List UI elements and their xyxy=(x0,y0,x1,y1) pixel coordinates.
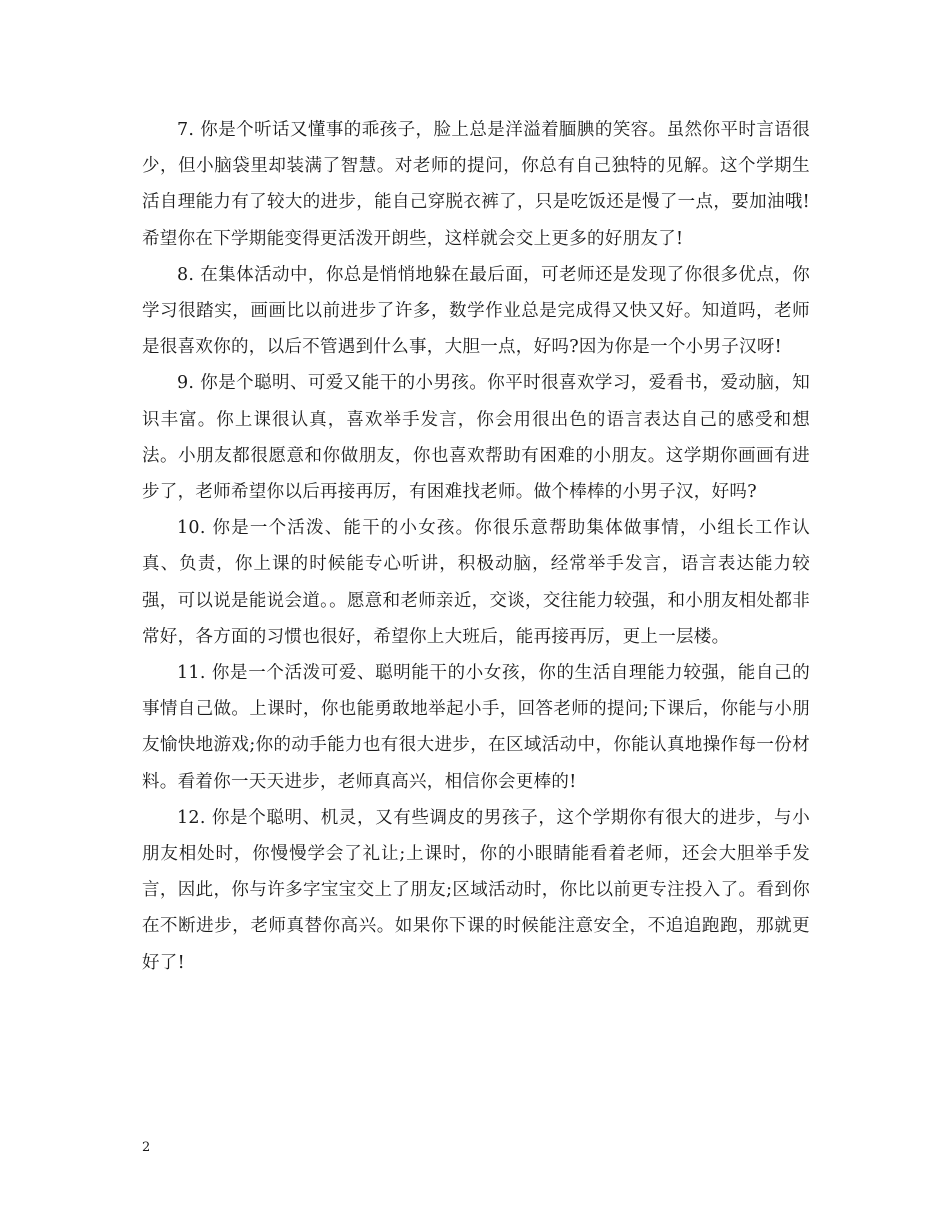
comment-paragraph-10: 10. 你是一个活泼、能干的小女孩。你很乐意帮助集体做事情，小组长工作认真、负责，你上课的时候能专心听讲，积极动脑，经常举手发言，语言表达能力较强，可以说是能说会道。。愿意和老师亲近，交谈，交往能力较强，和小朋友相处都非常好，各方面的习惯也很好，希望你上大班后，能再接再厉，更上一层楼。 xyxy=(142,518,810,647)
page-number: 2 xyxy=(142,1140,151,1155)
comment-paragraph-9: 9. 你是个聪明、可爱又能干的小男孩。你平时很喜欢学习，爱看书，爱动脑，知识丰富。你上课很认真，喜欢举手发言，你会用很出色的语言表达自己的感受和想法。小朋友都很愿意和你做朋友，你也喜欢帮助有困难的小朋友。这学期你画画有进步了，老师希望你以后再接再厉，有困难找老师。做个棒棒的小男子汉，好吗? xyxy=(142,373,810,503)
comment-paragraph-12: 12. 你是个聪明、机灵，又有些调皮的男孩子，这个学期你有很大的进步，与小朋友相处时，你慢慢学会了礼让;上课时，你的小眼睛能看着老师，还会大胆举手发言，因此，你与许多字宝宝交上了朋友;区域活动时，你比以前更专注投入了。看到你在不断进步，老师真替你高兴。如果你下课的时候能注意安全，不追追跑跑，那就更好了! xyxy=(142,807,810,973)
comment-paragraph-7: 7. 你是个听话又懂事的乖孩子，脸上总是洋溢着腼腆的笑容。虽然你平时言语很少，但小脑袋里却装满了智慧。对老师的提问，你总有自己独特的见解。这个学期生活自理能力有了较大的进步，能自己穿脱衣裤了，只是吃饭还是慢了一点，要加油哦!希望你在下学期能变得更活泼开朗些，这样就会交上更多的好朋友了! xyxy=(142,120,810,249)
document-body xyxy=(142,112,810,981)
comment-paragraph-8: 8. 在集体活动中，你总是悄悄地躲在最后面，可老师还是发现了你很多优点，你学习很踏实，画画比以前进步了许多，数学作业总是完成得又快又好。知道吗，老师是很喜欢你的，以后不管遇到什么事，大胆一点，好吗?因为你是一个小男子汉呀! xyxy=(142,264,810,358)
comment-paragraph-11: 11. 你是一个活泼可爱、聪明能干的小女孩，你的生活自理能力较强，能自己的事情自己做。上课时，你也能勇敢地举起小手，回答老师的提问;下课后，你能与小朋友愉快地游戏;你的动手能力也有很大进步，在区域活动中，你能认真地操作每一份材料。看着你一天天进步，老师真高兴，相信你会更棒的! xyxy=(142,663,810,792)
